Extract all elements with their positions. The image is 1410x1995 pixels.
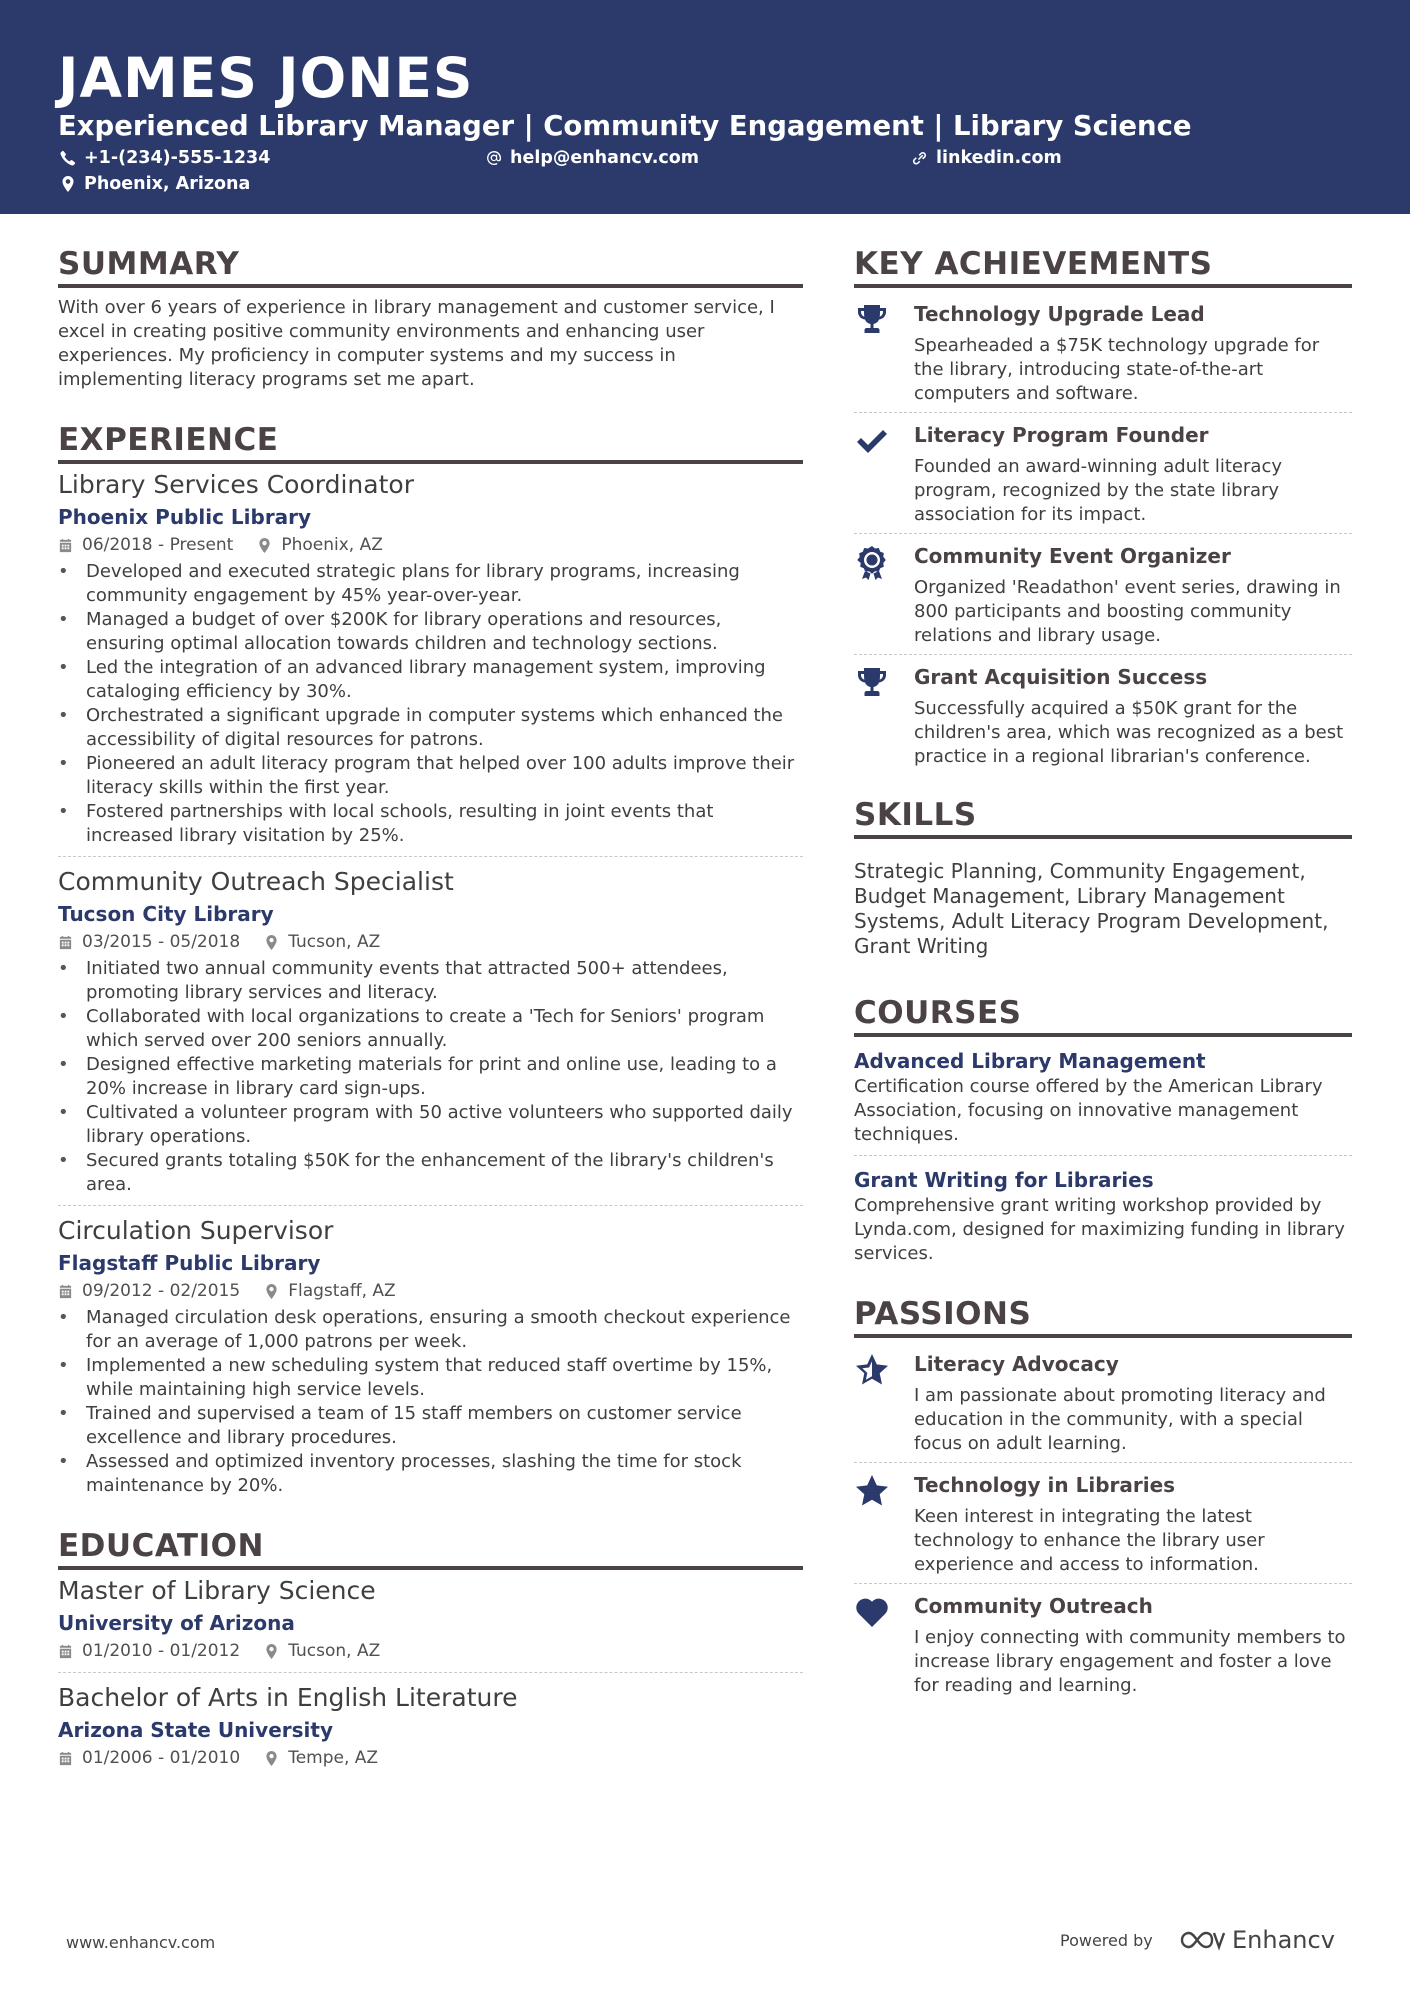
star-icon: [854, 1473, 890, 1509]
course-desc: Certification course offered by the American Library Association, focusing on innovative management techniques.: [854, 1076, 1323, 1145]
experience-item: [58, 468, 803, 856]
passion-item: [854, 1342, 1352, 1462]
achievement-desc: Spearheaded a $75K technology upgrade for the library, introducing state-of-the-art computers and software.: [914, 335, 1320, 404]
achievement-item: [854, 533, 1352, 654]
bullet-item: • Cultivated a volunteer program with 50 active volunteers who supported daily library operations.: [58, 1101, 803, 1149]
location-pin-icon: [257, 538, 272, 553]
star-outline-icon: [854, 1352, 890, 1388]
link-icon: [912, 150, 928, 166]
award-ribbon-icon: [854, 544, 890, 580]
job-location: Tucson, AZ: [288, 932, 381, 952]
experience-heading: EXPERIENCE: [58, 420, 803, 464]
job-dates: 03/2015 - 05/2018: [82, 932, 241, 952]
passions-list: [854, 1342, 1352, 1704]
achievement-title: Community Event Organizer: [914, 544, 1231, 568]
bullet-item: • Pioneered an adult literacy program that helped over 100 adults improve their literacy skills within the first year.: [58, 752, 803, 800]
candidate-name: JAMES JONES: [58, 46, 474, 110]
bullet-item: • Implemented a new scheduling system that reduced staff overtime by 15%, while maintaining high service levels.: [58, 1354, 803, 1402]
location-pin-icon: [264, 1284, 279, 1299]
bullet-item: • Initiated two annual community events that attracted 500+ attendees, promoting library services and literacy.: [58, 957, 803, 1005]
bullet-item: • Led the integration of an advanced library management system, improving cataloging efficiency by 30%.: [58, 656, 803, 704]
passion-desc: I enjoy connecting with community members to increase library engagement and foster a love for reading and learning.: [914, 1627, 1346, 1696]
contact-linkedin[interactable]: [912, 146, 1062, 170]
education-dates: 01/2006 - 01/2010: [82, 1748, 241, 1768]
bullet-item: • Trained and supervised a team of 15 staff members on customer service excellence and library procedures.: [58, 1402, 803, 1450]
achievement-title: Technology Upgrade Lead: [914, 302, 1205, 326]
passions-heading: PASSIONS: [854, 1294, 1352, 1338]
passion-item: [854, 1462, 1352, 1583]
job-bullets: [58, 957, 803, 1197]
bullet-item: • Developed and executed strategic plans for library programs, increasing community engagement by 45% year-over-year.: [58, 560, 803, 608]
achievement-item: [854, 654, 1352, 775]
phone-text: +1-(234)-555-1234: [84, 148, 271, 168]
calendar-icon: [58, 935, 73, 950]
footer-powered-by: Powered by: [1060, 1931, 1153, 1950]
school-name: Arizona State University: [58, 1718, 333, 1742]
company-name: Tucson City Library: [58, 902, 274, 926]
contact-email[interactable]: [486, 146, 699, 170]
bullet-item: • Assessed and optimized inventory processes, slashing the time for stock maintenance by 20%.: [58, 1450, 803, 1498]
job-meta: [58, 1278, 803, 1304]
job-dates: 09/2012 - 02/2015: [82, 1281, 241, 1301]
achievement-item: [854, 412, 1352, 533]
location-pin-icon: [60, 176, 76, 192]
achievement-desc: Organized 'Readathon' event series, drawing in 800 participants and boosting community relations and library usage.: [914, 577, 1341, 646]
location-pin-icon: [264, 1644, 279, 1659]
bullet-item: • Designed effective marketing materials for print and online use, leading to a 20% increase in library card sign-ups.: [58, 1053, 803, 1101]
heart-icon: [854, 1594, 890, 1630]
experience-item: [58, 1205, 803, 1506]
at-sign-icon: [486, 150, 502, 166]
location-text: Phoenix, Arizona: [84, 174, 251, 194]
enhancv-logo-icon: [1180, 1929, 1226, 1951]
right-column: [854, 244, 1352, 1704]
passion-title: Community Outreach: [914, 1594, 1153, 1618]
experience-item: [58, 856, 803, 1205]
summary-heading: SUMMARY: [58, 244, 803, 288]
achievement-title: Grant Acquisition Success: [914, 665, 1208, 689]
linkedin-text: linkedin.com: [936, 148, 1062, 168]
courses-list: [854, 1043, 1352, 1274]
enhancv-logo-text: Enhancv: [1232, 1926, 1335, 1954]
skills-text: Strategic Planning, Community Engagement, Budget Management, Library Management Systems, Adult Literacy Program Development, Grant Writing: [854, 859, 1329, 958]
bullet-item: • Managed a budget of over $200K for library operations and resources, ensuring optimal allocation towards children and technology sections.: [58, 608, 803, 656]
passion-item: [854, 1583, 1352, 1704]
experience-list: [58, 468, 803, 1506]
degree-title: Bachelor of Arts in English Literature: [58, 1683, 518, 1712]
resume-header: [0, 0, 1410, 214]
achievements-heading: KEY ACHIEVEMENTS: [854, 244, 1352, 288]
calendar-icon: [58, 538, 73, 553]
education-meta: [58, 1638, 803, 1664]
job-title: Library Services Coordinator: [58, 470, 414, 499]
bullet-item: • Collaborated with local organizations to create a 'Tech for Seniors' program which served over 200 seniors annually.: [58, 1005, 803, 1053]
passion-title: Literacy Advocacy: [914, 1352, 1119, 1376]
education-dates: 01/2010 - 01/2012: [82, 1641, 241, 1661]
course-title: Advanced Library Management: [854, 1049, 1206, 1073]
job-title: Community Outreach Specialist: [58, 867, 454, 896]
bullet-item: • Orchestrated a significant upgrade in computer systems which enhanced the accessibility of digital resources for patrons.: [58, 704, 803, 752]
achievement-desc: Successfully acquired a $50K grant for the children's area, which was recognized as a best practice in a regional librarian's conference.: [914, 698, 1344, 767]
job-meta: [58, 532, 803, 558]
education-meta: [58, 1745, 803, 1771]
checkmark-icon: [854, 423, 890, 459]
passion-desc: Keen interest in integrating the latest technology to enhance the library user experience and access to information.: [914, 1506, 1265, 1575]
summary-text: With over 6 years of experience in library management and customer service, I excel in creating positive community environments and enhancing user experiences. My proficiency in computer systems and my success in implementing literacy programs set me apart.: [58, 297, 775, 390]
achievement-title: Literacy Program Founder: [914, 423, 1209, 447]
left-column: [58, 244, 803, 1779]
education-heading: EDUCATION: [58, 1526, 803, 1570]
job-location: Phoenix, AZ: [281, 535, 383, 555]
degree-title: Master of Library Science: [58, 1576, 376, 1605]
calendar-icon: [58, 1284, 73, 1299]
calendar-icon: [58, 1751, 73, 1766]
job-dates: 06/2018 - Present: [82, 535, 234, 555]
courses-heading: COURSES: [854, 993, 1352, 1037]
course-title: Grant Writing for Libraries: [854, 1168, 1154, 1192]
achievements-list: [854, 292, 1352, 775]
course-item: [854, 1155, 1352, 1274]
contact-location: [60, 172, 250, 196]
achievement-desc: Founded an award-winning adult literacy program, recognized by the state library association for its impact.: [914, 456, 1282, 525]
email-text: help@enhancv.com: [510, 148, 700, 168]
passion-title: Technology in Libraries: [914, 1473, 1176, 1497]
trophy-icon: [854, 302, 890, 338]
skills-heading: SKILLS: [854, 795, 1352, 839]
job-bullets: [58, 560, 803, 848]
trophy-icon: [854, 665, 890, 701]
company-name: Flagstaff Public Library: [58, 1251, 321, 1275]
course-desc: Comprehensive grant writing workshop provided by Lynda.com, designed for maximizing funding in library services.: [854, 1195, 1345, 1264]
passion-desc: I am passionate about promoting literacy and education in the community, with a special focus on adult learning.: [914, 1385, 1326, 1454]
bullet-item: • Secured grants totaling $50K for the enhancement of the library's children's area.: [58, 1149, 803, 1197]
education-item: [58, 1574, 803, 1672]
bullet-item: • Managed circulation desk operations, ensuring a smooth checkout experience for an average of 1,000 patrons per week.: [58, 1306, 803, 1354]
location-pin-icon: [264, 935, 279, 950]
education-list: [58, 1574, 803, 1779]
school-name: University of Arizona: [58, 1611, 295, 1635]
bullet-item: • Fostered partnerships with local schools, resulting in joint events that increased library visitation by 25%.: [58, 800, 803, 848]
calendar-icon: [58, 1644, 73, 1659]
job-title: Circulation Supervisor: [58, 1216, 334, 1245]
enhancv-logo[interactable]: [1180, 1924, 1335, 1956]
job-meta: [58, 929, 803, 955]
company-name: Phoenix Public Library: [58, 505, 312, 529]
job-bullets: [58, 1306, 803, 1498]
achievement-item: [854, 292, 1352, 412]
education-item: [58, 1672, 803, 1779]
education-location: Tempe, AZ: [288, 1748, 379, 1768]
phone-icon: [60, 150, 76, 166]
job-location: Flagstaff, AZ: [288, 1281, 396, 1301]
education-location: Tucson, AZ: [288, 1641, 381, 1661]
candidate-headline: Experienced Library Manager | Community Engagement | Library Science: [58, 110, 1192, 142]
footer-url[interactable]: www.enhancv.com: [66, 1933, 216, 1952]
location-pin-icon: [264, 1751, 279, 1766]
contact-phone[interactable]: [60, 146, 270, 170]
course-item: [854, 1043, 1352, 1155]
